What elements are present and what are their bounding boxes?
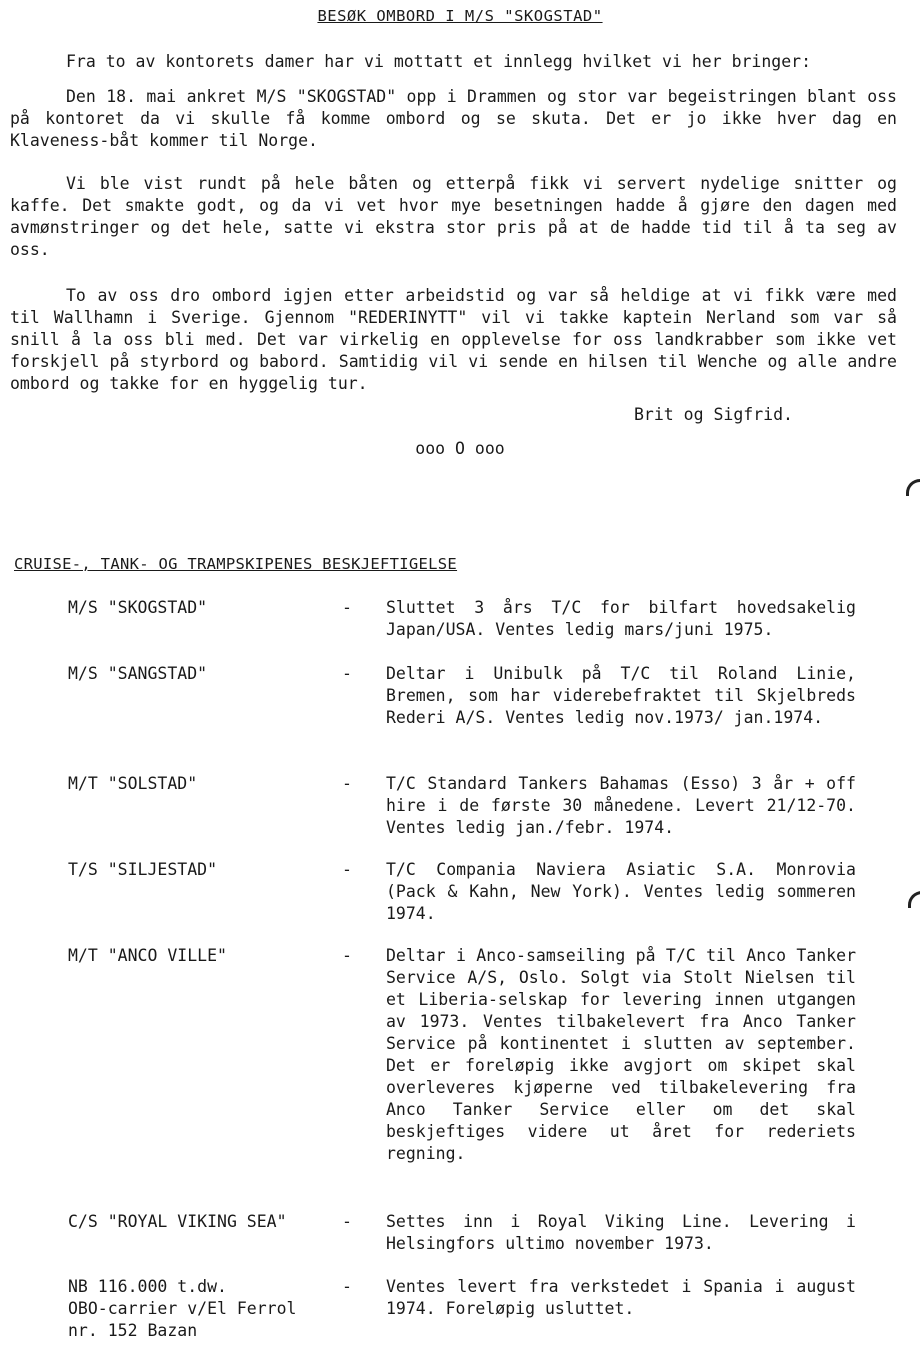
binder-hole-mark [908, 891, 920, 908]
ship-dash: - [342, 1277, 352, 1296]
ship-name: M/S "SKOGSTAD" [68, 598, 208, 617]
ship-dash: - [342, 946, 352, 965]
ship-description: Ventes levert fra verkstedet i Spania i august 1974. Foreløpig usluttet. [386, 1277, 856, 1318]
ship-name: M/S "SANGSTAD" [68, 664, 208, 683]
ship-dash: - [342, 1212, 352, 1231]
ship-description: T/C Compania Naviera Asiatic S.A. Monrovia (Pack & Kahn, New York). Ventes ledig sommeren 1974. [386, 860, 856, 923]
ship-name: NB 116.000 t.dw. OBO-carrier v/El Ferrol nr. 152 Bazan [68, 1277, 297, 1340]
article-paragraph: Den 18. mai ankret M/S "SKOGSTAD" opp i Drammen og stor var begeistringen blant oss på kontoret da vi skulle få komme ombord og se skuta. Det er jo ikke hver dag en Klaveness-båt kommer til Norge. [10, 87, 897, 150]
signature: Brit og Sigfrid. [634, 405, 793, 424]
ship-name: C/S "ROYAL VIKING SEA" [68, 1212, 287, 1231]
ship-dash: - [342, 664, 352, 683]
ship-name: M/T "ANCO VILLE" [68, 946, 227, 965]
article-paragraph: Vi ble vist rundt på hele båten og etterpå fikk vi servert nydelige snitter og kaffe. Det smakte godt, og da vi vet hvor mye besetningen hadde å gjøre den dagen med avmønstringer og det hele, satte vi ekstra stor pris på at de hadde tid til å ta seg av oss. [10, 174, 897, 259]
ship-description: Deltar i Anco-samseiling på T/C til Anco Tanker Service A/S, Oslo. Solgt via Stolt Nielsen til et Liberia-selskap for levering innen utgangen av 1973. Ventes tilbakelevert fra Anco Tanker Service på kontinentet i slutten av september. Det er foreløpig ikke avgjort om skipet skal overleveres kjøperne ved tilbakelevering fra Anco Tanker Service eller om det skal beskjeftiges videre ut året for rederiets regning. [386, 946, 856, 1163]
ship-dash: - [342, 774, 352, 793]
ship-description: T/C Standard Tankers Bahamas (Esso) 3 år + off hire i de første 30 månedene. Levert 21/12-70. Ventes ledig jan./febr. 1974. [386, 774, 856, 837]
article-intro: Fra to av kontorets damer har vi mottatt et innlegg hvilket vi her bringer: [66, 52, 812, 71]
ship-dash: - [342, 598, 352, 617]
ship-description: Settes inn i Royal Viking Line. Levering i Helsingfors ultimo november 1973. [386, 1212, 856, 1253]
article-paragraph: To av oss dro ombord igjen etter arbeidstid og var så heldige at vi fikk være med til Wallhamn i Sverige. Gjennom "REDERINYTT" vil vi takke kaptein Nerland som var så snill å la oss bli med. Det var virkelig en opplevelse for oss landkrabber som ikke vet forskjell på styrbord og babord. Samtidig vil vi sende en hilsen til Wenche og alle andre ombord og takke for en hyggelig tur. [10, 286, 897, 393]
section-divider: ooo O ooo [415, 439, 505, 458]
ship-name: T/S "SILJESTAD" [68, 860, 218, 879]
article-title: BESØK OMBORD I M/S "SKOGSTAD" [317, 7, 603, 25]
section-title: CRUISE-, TANK- OG TRAMPSKIPENES BESKJEFTIGELSE [14, 555, 458, 573]
binder-hole-mark [906, 479, 920, 496]
ship-dash: - [342, 860, 352, 879]
ship-description: Sluttet 3 års T/C for bilfart hovedsakelig Japan/USA. Ventes ledig mars/juni 1975. [386, 598, 856, 639]
ship-name: M/T "SOLSTAD" [68, 774, 198, 793]
ship-description: Deltar i Unibulk på T/C til Roland Linie, Bremen, som har viderebefraktet til Skjelbreds Rederi A/S. Ventes ledig nov.1973/ jan.1974. [386, 664, 856, 727]
